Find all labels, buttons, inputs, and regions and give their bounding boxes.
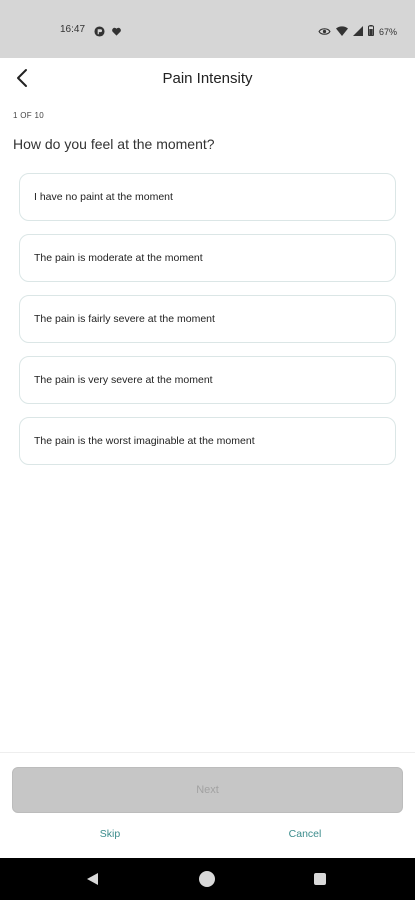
app-header	[0, 58, 415, 102]
question-text: How do you feel at the moment?	[13, 136, 215, 152]
signal-icon	[353, 23, 363, 41]
answer-option-fairly-severe[interactable]: The pain is fairly severe at the moment	[19, 295, 396, 343]
battery-percent: 67%	[378, 27, 397, 37]
battery-icon	[368, 23, 374, 41]
next-button[interactable]: Next	[12, 767, 403, 813]
answer-option-moderate[interactable]: The pain is moderate at the moment	[19, 234, 396, 282]
answer-option-worst-imaginable[interactable]: The pain is the worst imaginable at the moment	[19, 417, 396, 465]
page-title: Pain Intensity	[162, 70, 253, 87]
skip-link[interactable]: Skip	[99, 828, 121, 840]
eye-icon	[318, 23, 331, 41]
cancel-link[interactable]: Cancel	[288, 828, 322, 840]
app-notification-icon	[94, 24, 105, 42]
nav-home-icon[interactable]	[199, 871, 215, 887]
answer-option-very-severe[interactable]: The pain is very severe at the moment	[19, 356, 396, 404]
answer-option-no-pain[interactable]: I have no paint at the moment	[19, 173, 396, 221]
wifi-icon	[336, 23, 348, 41]
status-left-icons	[94, 24, 122, 42]
answer-options	[19, 173, 396, 478]
heart-shield-icon	[111, 24, 122, 42]
status-bar	[0, 0, 415, 58]
system-navigation-bar	[0, 858, 415, 900]
nav-back-icon[interactable]	[86, 872, 99, 891]
status-right-icons	[318, 23, 397, 41]
nav-recents-icon[interactable]	[314, 873, 326, 885]
footer-divider	[0, 752, 415, 753]
progress-label: 1 OF 10	[13, 111, 45, 120]
status-time: 16:47	[60, 24, 86, 35]
